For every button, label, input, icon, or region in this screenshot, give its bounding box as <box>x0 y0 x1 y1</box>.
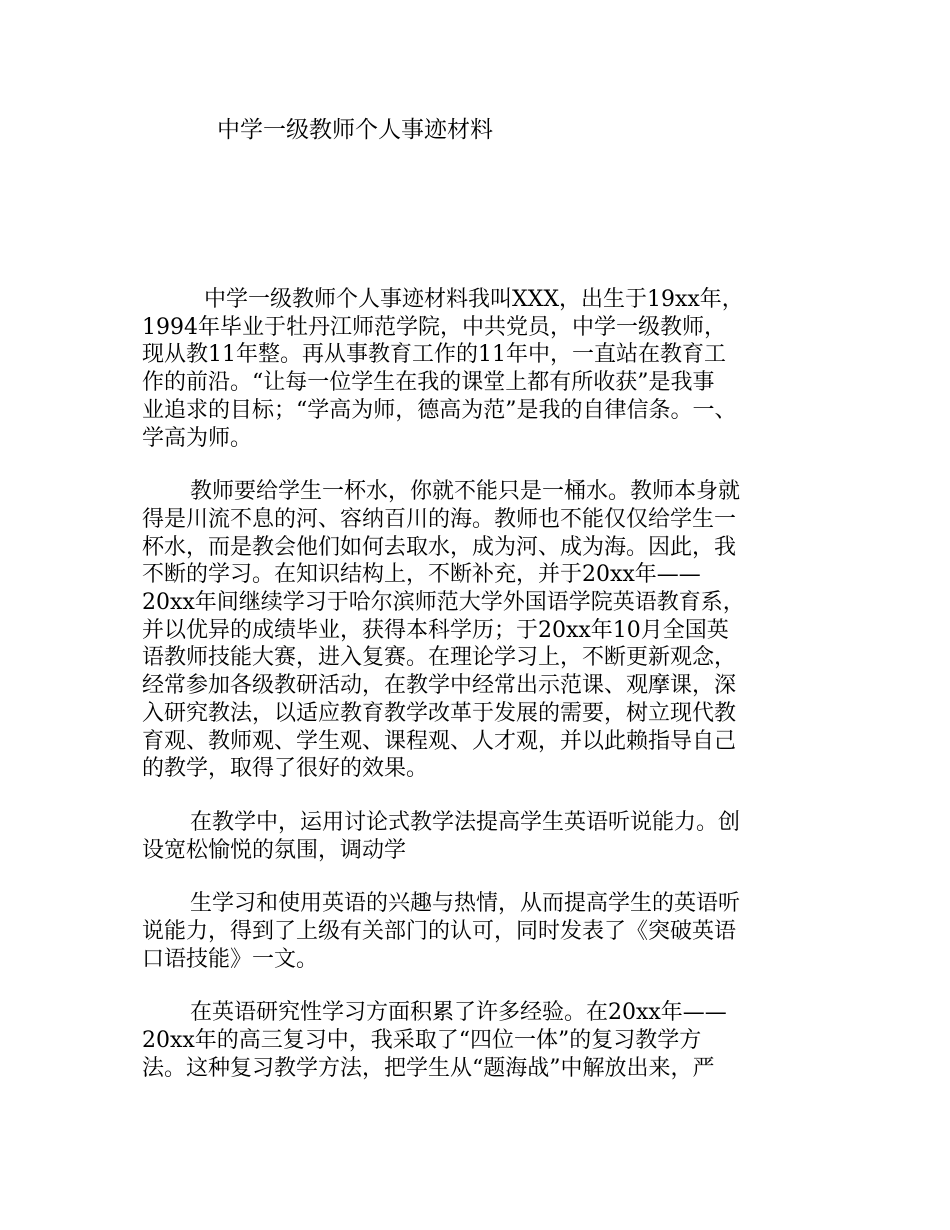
text-line: 杯水，而是教会他们如何去取水，成为河、成为海。因此，我 <box>142 534 737 560</box>
text-line: 在教学中，运用讨论式教学法提高学生英语听说能力。创 <box>190 809 741 835</box>
text-line: 得是川流不息的河、容纳百川的海。教师也不能仅仅给学生一 <box>142 506 737 532</box>
text-line: 20xx年间继续学习于哈尔滨师范大学外国语学院英语教育系， <box>142 590 745 616</box>
text-line: 中学一级教师个人事迹材料我叫XXX，出生于19xx年， <box>204 287 744 312</box>
text-line: 设宽松愉悦的氛围，调动学 <box>142 837 407 863</box>
text-line: 教师要给学生一杯水，你就不能只是一桶水。教师本身就 <box>190 479 741 505</box>
text-line: 业追求的目标；“学高为师，德高为范”是我的自律信条。一、 <box>142 397 737 423</box>
text-line: 20xx年的高三复习中，我采取了“四位一体”的复习教学方 <box>142 1028 702 1054</box>
paragraph-speaking <box>142 890 828 973</box>
paragraph-teaching <box>142 809 828 864</box>
text-line: 口语技能》一文。 <box>142 946 319 972</box>
document-title: 中学一级教师个人事迹材料 <box>217 117 493 143</box>
text-line: 经常参加各级教研活动，在教学中经常出示范课、观摩课，深 <box>142 673 737 699</box>
text-line: 在英语研究性学习方面积累了许多经验。在20xx年—— <box>190 1000 727 1026</box>
paragraph-research <box>142 999 828 1082</box>
text-line: 作的前沿。“让每一位学生在我的课堂上都有所收获”是我事 <box>142 370 715 396</box>
text-line: 不断的学习。在知识结构上，不断补充，并于20xx年—— <box>142 562 701 588</box>
paragraph-learning <box>142 478 828 783</box>
paragraph-intro <box>142 286 828 452</box>
text-line: 生学习和使用英语的兴趣与热情，从而提高学生的英语听 <box>190 891 741 917</box>
text-line: 的教学，取得了很好的效果。 <box>142 756 429 782</box>
text-line: 并以优异的成绩毕业，获得本科学历；于20xx年10月全国英 <box>142 617 729 643</box>
text-line: 入研究教法，以适应教育教学改革于发展的需要，树立现代教 <box>142 700 737 726</box>
text-line: 说能力，得到了上级有关部门的认可，同时发表了《突破英语 <box>142 919 737 945</box>
document-body <box>142 286 828 1109</box>
text-line: 现从教11年整。再从事教育工作的11年中，一直站在教育工 <box>142 342 726 368</box>
text-line: 学高为师。 <box>142 425 253 451</box>
text-line: 育观、教师观、学生观、课程观、人才观，并以此赖指导自己 <box>142 728 737 754</box>
text-line: 1994年毕业于牡丹江师范学院，中共党员，中学一级教师， <box>142 314 726 340</box>
text-line: 法。这种复习教学方法，把学生从“题海战”中解放出来，严 <box>142 1055 715 1081</box>
text-line: 语教师技能大赛，进入复赛。在理论学习上，不断更新观念， <box>142 645 737 671</box>
